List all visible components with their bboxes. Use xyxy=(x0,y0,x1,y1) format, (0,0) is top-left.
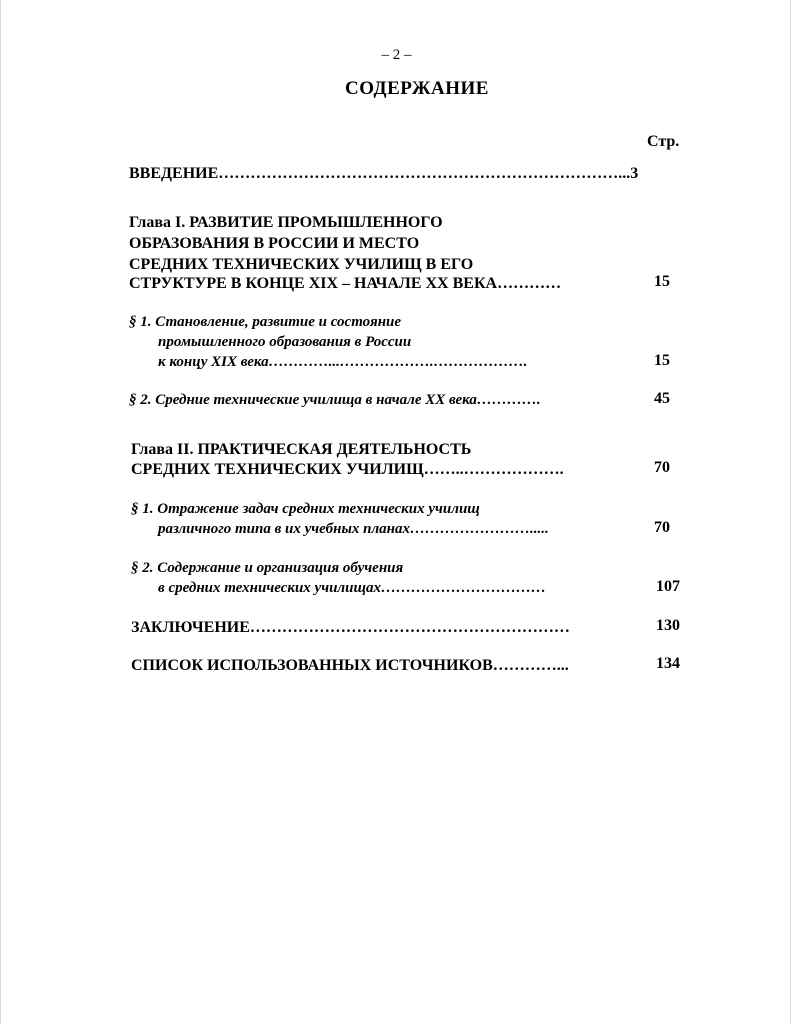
page-number: – 2 – xyxy=(381,47,412,63)
toc-conclusion: ЗАКЛЮЧЕНИЕ…………………………………………………… xyxy=(131,619,570,636)
toc-ch1-sec1-page: 15 xyxy=(654,352,670,369)
toc-ch1-sec1-line1: § 1. Становление, развитие и состояние xyxy=(129,314,402,330)
toc-sources-page: 134 xyxy=(656,655,680,672)
toc-sources: СПИСОК ИСПОЛЬЗОВАННЫХ ИСТОЧНИКОВ…………... xyxy=(131,657,569,674)
toc-ch1-sec1-line3: к концу XIX века…………...……………….………………. xyxy=(158,354,528,370)
toc-intro: ВВЕДЕНИЕ…………………………………………………………………...3 xyxy=(129,165,639,182)
toc-chapter2-line1: Глава II. ПРАКТИЧЕСКАЯ ДЕЯТЕЛЬНОСТЬ xyxy=(131,441,472,458)
toc-ch2-sec1-line2: различного типа в их учебных планах……………………..... xyxy=(158,521,549,537)
toc-ch1-sec2-page: 45 xyxy=(654,390,670,407)
page-title: СОДЕРЖАНИЕ xyxy=(345,78,489,99)
toc-ch1-sec1-line2: промышленного образования в России xyxy=(158,334,412,350)
toc-ch2-sec2-line1: § 2. Содержание и организация обучения xyxy=(131,560,404,576)
toc-chapter1-line1: Глава I. РАЗВИТИЕ ПРОМЫШЛЕННОГО xyxy=(129,214,443,231)
toc-ch2-sec2-line2: в средних технических училищах…………………………… xyxy=(158,580,546,596)
toc-conclusion-page: 130 xyxy=(656,617,680,634)
toc-chapter2-page: 70 xyxy=(654,459,670,476)
toc-chapter1-line3: СРЕДНИХ ТЕХНИЧЕСКИХ УЧИЛИЩ В ЕГО xyxy=(129,256,474,273)
toc-ch2-sec1-line1: § 1. Отражение задач средних технических училищ xyxy=(131,501,480,517)
toc-ch1-sec2-line1: § 2. Средние технические училища в начале XX века…………. xyxy=(129,392,541,408)
toc-chapter1-page: 15 xyxy=(654,273,670,290)
toc-chapter1-line4: СТРУКТУРЕ В КОНЦЕ XIX – НАЧАЛЕ XX ВЕКА………… xyxy=(129,275,562,292)
toc-chapter1-line2: ОБРАЗОВАНИЯ В РОССИИ И МЕСТО xyxy=(129,235,420,252)
toc-chapter2-line2: СРЕДНИХ ТЕХНИЧЕСКИХ УЧИЛИЩ……..………………. xyxy=(131,461,564,478)
page-column-label: Стр. xyxy=(647,133,680,150)
toc-ch2-sec1-page: 70 xyxy=(654,519,670,536)
toc-ch2-sec2-page: 107 xyxy=(656,578,680,595)
